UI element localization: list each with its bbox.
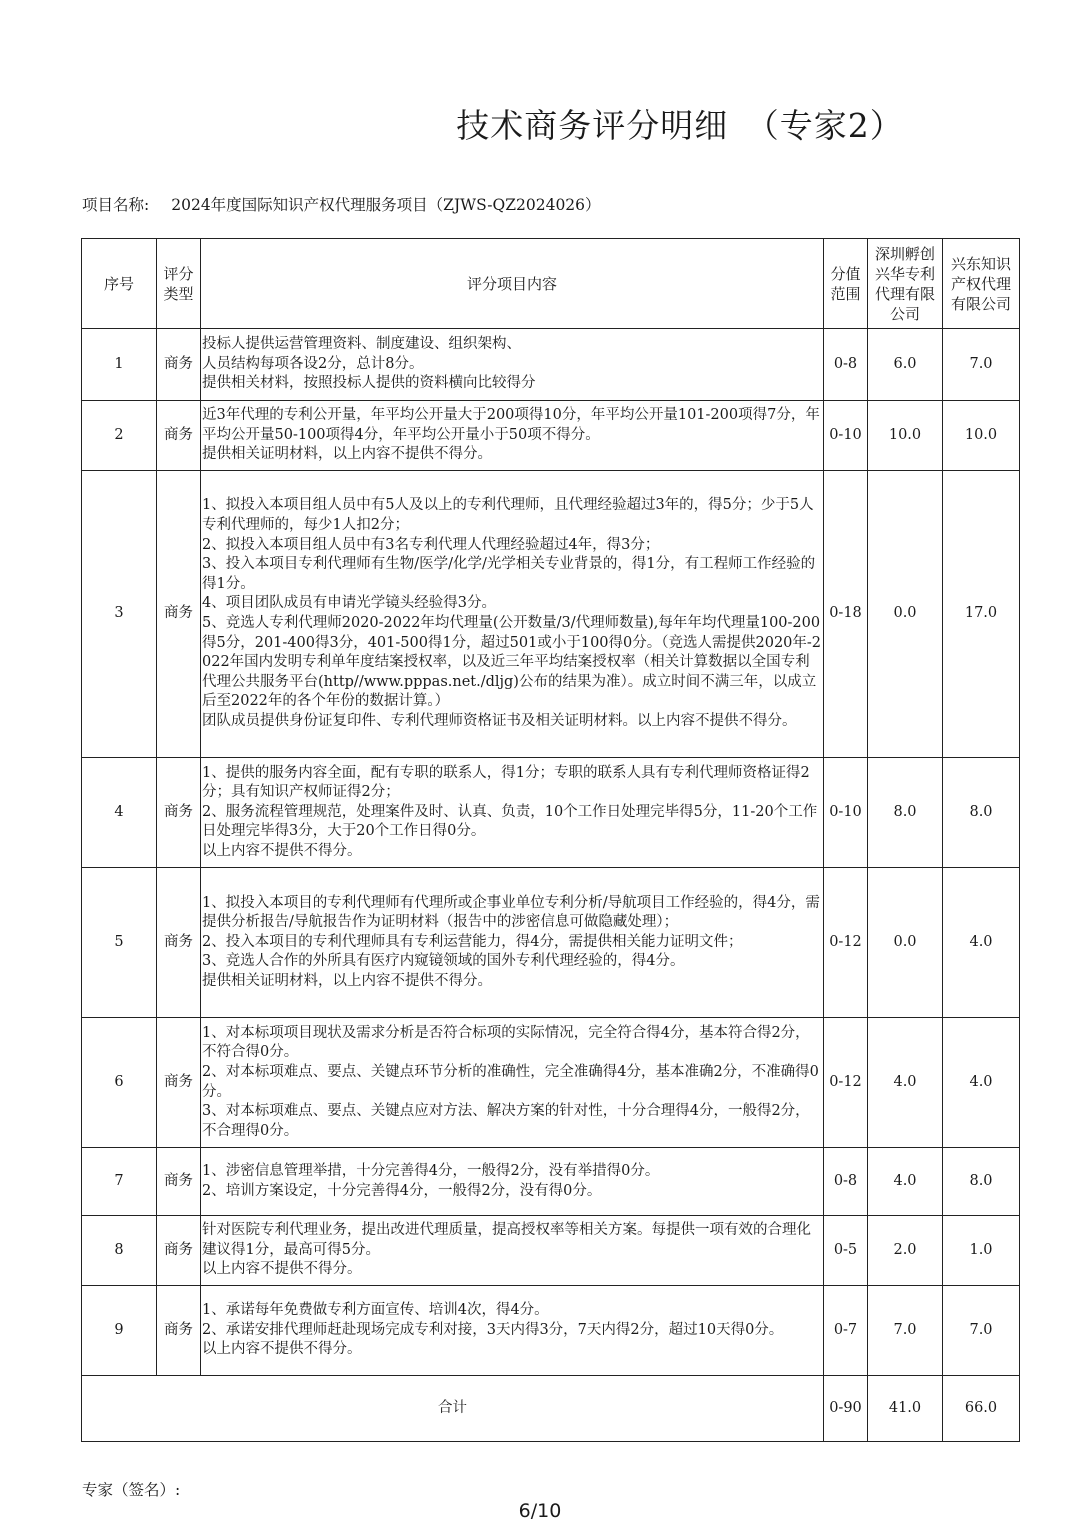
row-score-1: 7.0	[868, 1286, 943, 1376]
total-score-1: 41.0	[868, 1376, 943, 1442]
content-line: 2、拟投入本项目组人员中有3名专利代理人代理经验超过4年，得3分；	[202, 536, 660, 553]
row-number: 8	[82, 1216, 157, 1286]
table-row	[82, 329, 1020, 401]
table-row	[82, 1148, 1020, 1216]
content-line: 2、对本标项难点、要点、关键点环节分析的准确性，完全准确得4分，基本准确2分，不准确得0分。	[202, 1063, 819, 1100]
header-type: 评分类型	[157, 239, 201, 329]
row-score-1: 0.0	[868, 868, 943, 1018]
row-type: 商务	[157, 868, 201, 1018]
content-line: 提供相关证明材料，以上内容不提供不得分。	[202, 972, 492, 989]
content-line: 投标人提供运营管理资料、制度建设、组织架构、	[202, 336, 521, 353]
page-title: 技术商务评分明细 （专家2）	[456, 106, 904, 145]
row-type: 商务	[157, 758, 201, 868]
row-score-2: 10.0	[943, 401, 1020, 471]
row-content	[201, 329, 824, 401]
row-number: 2	[82, 401, 157, 471]
table-row	[82, 401, 1020, 471]
content-line: 2、投入本项目的专利代理师具有专利运营能力，得4分，需提供相关能力证明文件；	[202, 933, 743, 950]
signature-label: 专家（签名）:	[82, 1481, 181, 1499]
row-range: 0-18	[824, 471, 868, 758]
content-line: 以上内容不提供不得分。	[202, 1261, 362, 1278]
row-range: 0-10	[824, 758, 868, 868]
row-number: 3	[82, 471, 157, 758]
row-content	[201, 758, 824, 868]
total-row	[82, 1376, 1020, 1442]
row-score-1: 2.0	[868, 1216, 943, 1286]
row-score-1: 10.0	[868, 401, 943, 471]
row-number: 9	[82, 1286, 157, 1376]
page-number: 6/10	[518, 1500, 562, 1522]
row-range: 0-8	[824, 329, 868, 401]
score-table	[81, 238, 1020, 1442]
content-line: 以上内容不提供不得分。	[202, 842, 362, 859]
row-range: 0-12	[824, 1018, 868, 1148]
content-line: 提供相关证明材料，以上内容不提供不得分。	[202, 446, 492, 463]
row-number: 5	[82, 868, 157, 1018]
row-score-1: 0.0	[868, 471, 943, 758]
content-line: 1、对本标项项目现状及需求分析是否符合标项的实际情况，完全符合得4分，基本符合得2分，不符合得0分。	[202, 1024, 810, 1061]
row-number: 4	[82, 758, 157, 868]
content-line: 1、涉密信息管理举措，十分完善得4分，一般得2分，没有举措得0分。	[202, 1162, 660, 1179]
project-label: 项目名称:	[82, 196, 150, 214]
row-score-2: 17.0	[943, 471, 1020, 758]
header-company-1: 深圳孵创兴华专利代理有限公司	[868, 239, 943, 329]
project-line	[82, 193, 601, 215]
header-content: 评分项目内容	[201, 239, 824, 329]
header-no: 序号	[82, 239, 157, 329]
content-line: 3、投入本项目专利代理师有生物/医学/化学/光学相关专业背景的，得1分，有工程师工作经验的得1分。	[202, 556, 816, 592]
content-line: 1、承诺每年免费做专利方面宣传、培训4次，得4分。	[202, 1302, 549, 1319]
row-range: 0-10	[824, 401, 868, 471]
row-score-2: 7.0	[943, 329, 1020, 401]
row-range: 0-8	[824, 1148, 868, 1216]
row-range: 0-7	[824, 1286, 868, 1376]
content-line: 近3年代理的专利公开量，年平均公开量大于200项得10分，年平均公开量101-200项得7分，年平均公开量50-100项得4分，年平均公开量小于50项不得分。	[202, 407, 820, 443]
row-content	[201, 868, 824, 1018]
row-score-2: 4.0	[943, 868, 1020, 1018]
row-number: 7	[82, 1148, 157, 1216]
content-line: 提供相关材料，按照投标人提供的资料横向比较得分	[202, 375, 536, 392]
row-content	[201, 1286, 824, 1376]
row-score-1: 4.0	[868, 1148, 943, 1216]
row-number: 1	[82, 329, 157, 401]
row-type: 商务	[157, 401, 201, 471]
row-score-2: 1.0	[943, 1216, 1020, 1286]
project-name: 2024年度国际知识产权代理服务项目（ZJWS-QZ2024026）	[171, 196, 601, 214]
row-content	[201, 1148, 824, 1216]
header-company-2: 兴东知识产权代理有限公司	[943, 239, 1020, 329]
header-row	[82, 239, 1020, 329]
content-line: 3、竞选人合作的外所具有医疗内窥镜领域的国外专利代理经验的，得4分。	[202, 953, 685, 970]
row-range: 0-12	[824, 868, 868, 1018]
total-range: 0-90	[824, 1376, 868, 1442]
content-line: 团队成员提供身份证复印件、专利代理师资格证书及相关证明材料。以上内容不提供不得分。	[202, 712, 797, 729]
table-row	[82, 1216, 1020, 1286]
content-line: 4、项目团队成员有申请光学镜头经验得3分。	[202, 595, 496, 612]
table-row	[82, 471, 1020, 758]
table-row	[82, 758, 1020, 868]
row-score-1: 4.0	[868, 1018, 943, 1148]
content-line: 针对医院专利代理业务，提出改进代理质量，提高授权率等相关方案。每提供一项有效的合理化建议得1分，最高可得5分。	[202, 1222, 811, 1258]
total-score-2: 66.0	[943, 1376, 1020, 1442]
header-range: 分值范围	[824, 239, 868, 329]
row-content	[201, 471, 824, 758]
content-line: 1、提供的服务内容全面，配有专职的联系人，得1分；专职的联系人具有专利代理师资格证得2分；具有知识产权师证得2分；	[202, 764, 810, 801]
content-line: 2、培训方案设定，十分完善得4分，一般得2分，没有得0分。	[202, 1182, 602, 1199]
row-type: 商务	[157, 1018, 201, 1148]
row-range: 0-5	[824, 1216, 868, 1286]
row-score-1: 6.0	[868, 329, 943, 401]
table-row	[82, 1286, 1020, 1376]
row-score-2: 8.0	[943, 1148, 1020, 1216]
content-line: 2、承诺安排代理师赶赴现场完成专利对接，3天内得3分，7天内得2分，超过10天得0分。	[202, 1321, 784, 1338]
content-line: 人员结构每项各设2分，总计8分。	[202, 355, 424, 372]
row-score-1: 8.0	[868, 758, 943, 868]
row-type: 商务	[157, 471, 201, 758]
row-number: 6	[82, 1018, 157, 1148]
table-row	[82, 868, 1020, 1018]
row-score-2: 7.0	[943, 1286, 1020, 1376]
row-content	[201, 401, 824, 471]
content-line: 3、对本标项难点、要点、关键点应对方法、解决方案的针对性，十分合理得4分，一般得2分，不合理得0分。	[202, 1103, 810, 1139]
row-type: 商务	[157, 1148, 201, 1216]
row-content	[201, 1018, 824, 1148]
content-line: 以上内容不提供不得分。	[202, 1341, 362, 1358]
row-type: 商务	[157, 1286, 201, 1376]
content-line: 1、拟投入本项目组人员中有5人及以上的专利代理师，且代理经验超过3年的，得5分；少于5人专利代理师的，每少1人扣2分；	[202, 497, 814, 534]
row-score-2: 4.0	[943, 1018, 1020, 1148]
table-row	[82, 1018, 1020, 1148]
content-line: 5、竞选人专利代理师2020-2022年均代理量(公开数量/3/代理师数量),每年年均代理量100-200得5分，201-400得3分，401-500得1分，超过501或小于100得0分。（竞选人需提供2020年-2022年国内发明专利单年度结案授权率，以及近三年平均结案授权率（相关计算数据以全国专利代理公共服务平台(http//www.pppas.net./dljg)公布的结果为准）。成立时间不满三年，以成立后至2022年的各个年份的数据计算。）	[202, 615, 822, 710]
row-content	[201, 1216, 824, 1286]
row-score-2: 8.0	[943, 758, 1020, 868]
row-type: 商务	[157, 329, 201, 401]
content-line: 1、拟投入本项目的专利代理师有代理所或企事业单位专利分析/导航项目工作经验的，得4分，需提供分析报告/导航报告作为证明材料（报告中的涉密信息可做隐藏处理）；	[202, 894, 820, 931]
row-type: 商务	[157, 1216, 201, 1286]
total-label: 合计	[82, 1376, 824, 1442]
content-line: 2、服务流程管理规范，处理案件及时、认真、负责，10个工作日处理完毕得5分，11-20个工作日处理完毕得3分，大于20个工作日得0分。	[202, 803, 818, 840]
